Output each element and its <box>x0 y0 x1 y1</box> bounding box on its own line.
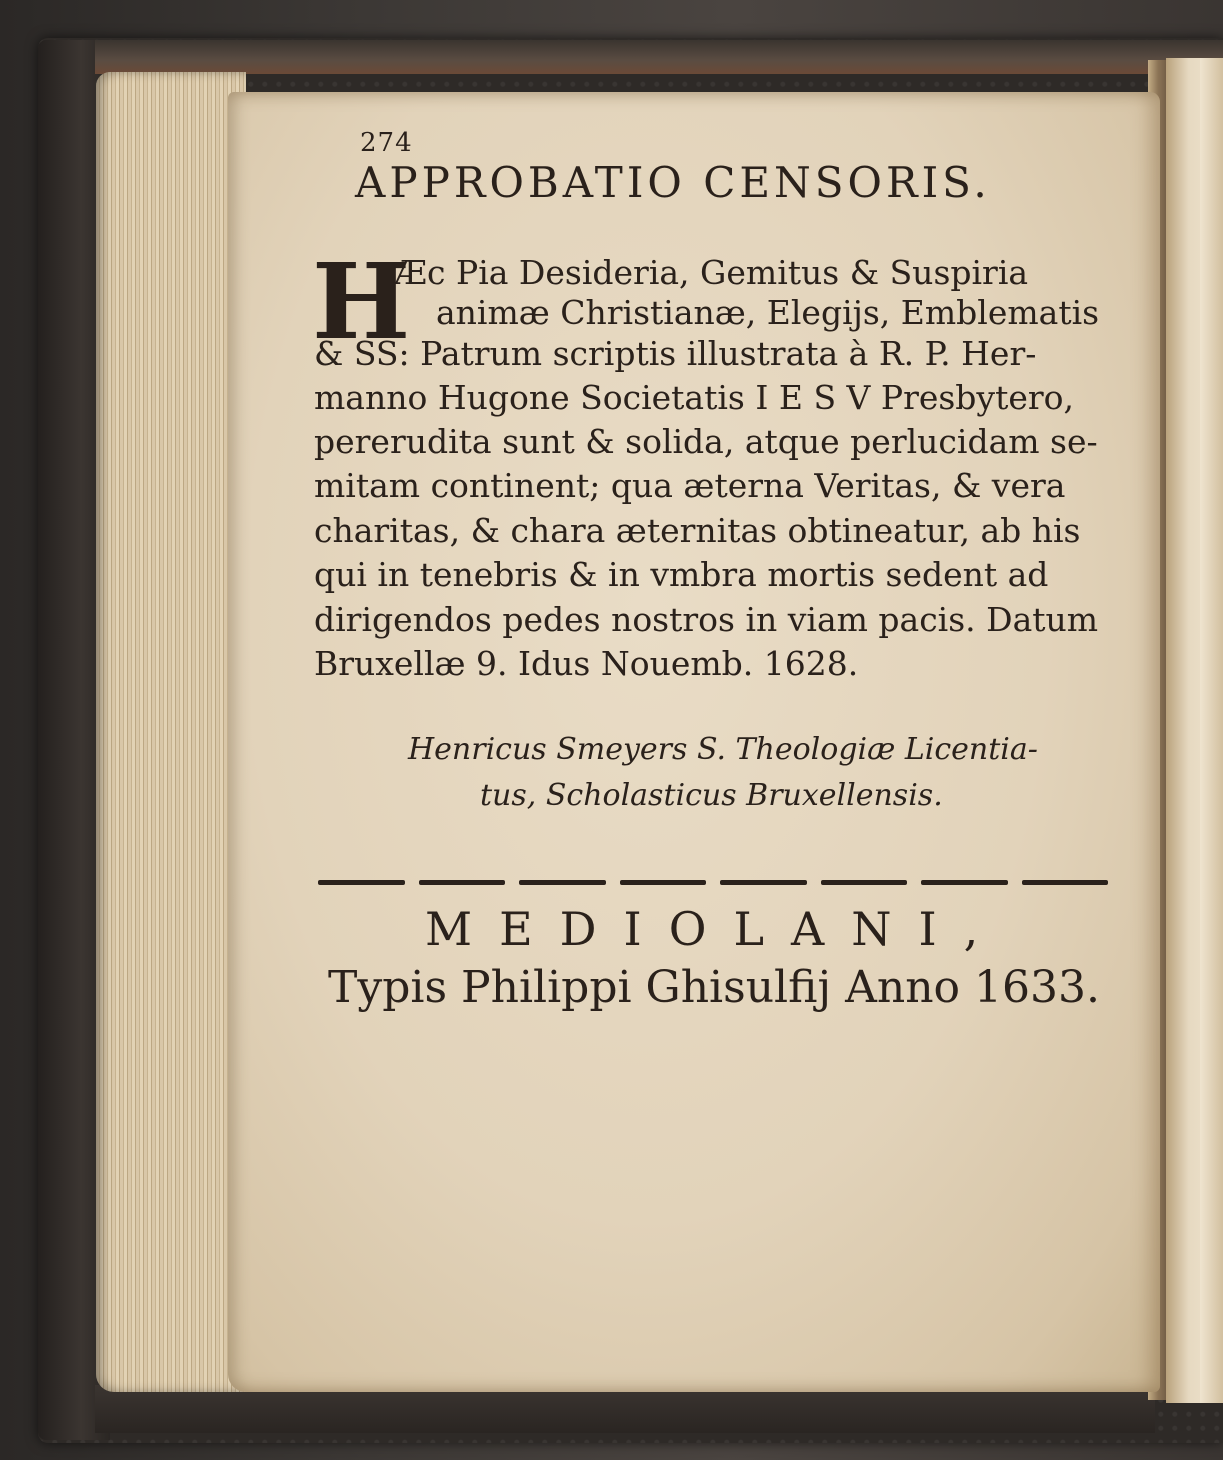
approbation-line: mitam continent; qua æterna Veritas, & vera <box>314 466 1066 505</box>
approbation-line: & SS: Patrum scriptis illustrata à R. P. Her- <box>314 334 1037 373</box>
approbation-line: animæ Christianæ, Elegijs, Emblematis <box>436 293 1100 332</box>
approbation-line: dirigendos pedes nostros in viam pacis. Datum <box>314 600 1099 639</box>
censor-signature-line: tus, Scholasticus Bruxellensis. <box>480 778 943 813</box>
rule-segment <box>921 880 1008 885</box>
approbation-line: qui in tenebris & in vmbra mortis sedent ad <box>314 555 1049 594</box>
rule-segment <box>419 880 506 885</box>
facing-page-edge <box>1200 58 1223 1403</box>
rule-segment <box>318 880 405 885</box>
imprint-city: MEDIOLANI, <box>425 902 1006 956</box>
cover-bottom-edge <box>95 1385 1155 1433</box>
imprint-printer: Typis Philippi Ghisulfij Anno 1633. <box>328 962 1100 1013</box>
drop-capital: H <box>312 240 411 363</box>
ornamental-rule <box>318 876 1108 888</box>
rule-segment <box>720 880 807 885</box>
censor-signature-line: Henricus Smeyers S. Theologiæ Licentia- <box>408 732 1038 767</box>
page-block-edges <box>96 72 246 1392</box>
approbation-line: pererudita sunt & solida, atque perlucidam se- <box>314 422 1098 461</box>
page-header: APPROBATIO CENSORIS. <box>355 158 991 207</box>
approbation-line: Æc Pia Desideria, Gemitus & Suspiria <box>394 253 1029 292</box>
approbation-line: manno Hugone Societatis I E S V Presbytero, <box>314 378 1074 417</box>
rule-segment <box>821 880 908 885</box>
rule-segment <box>519 880 606 885</box>
approbation-line: Bruxellæ 9. Idus Nouemb. 1628. <box>314 644 859 683</box>
rule-segment <box>1022 880 1109 885</box>
page-number: 274 <box>360 128 413 158</box>
cover-top-edge <box>95 40 1223 74</box>
rule-segment <box>620 880 707 885</box>
approbation-line: charitas, & chara æternitas obtineatur, ab his <box>314 511 1081 550</box>
